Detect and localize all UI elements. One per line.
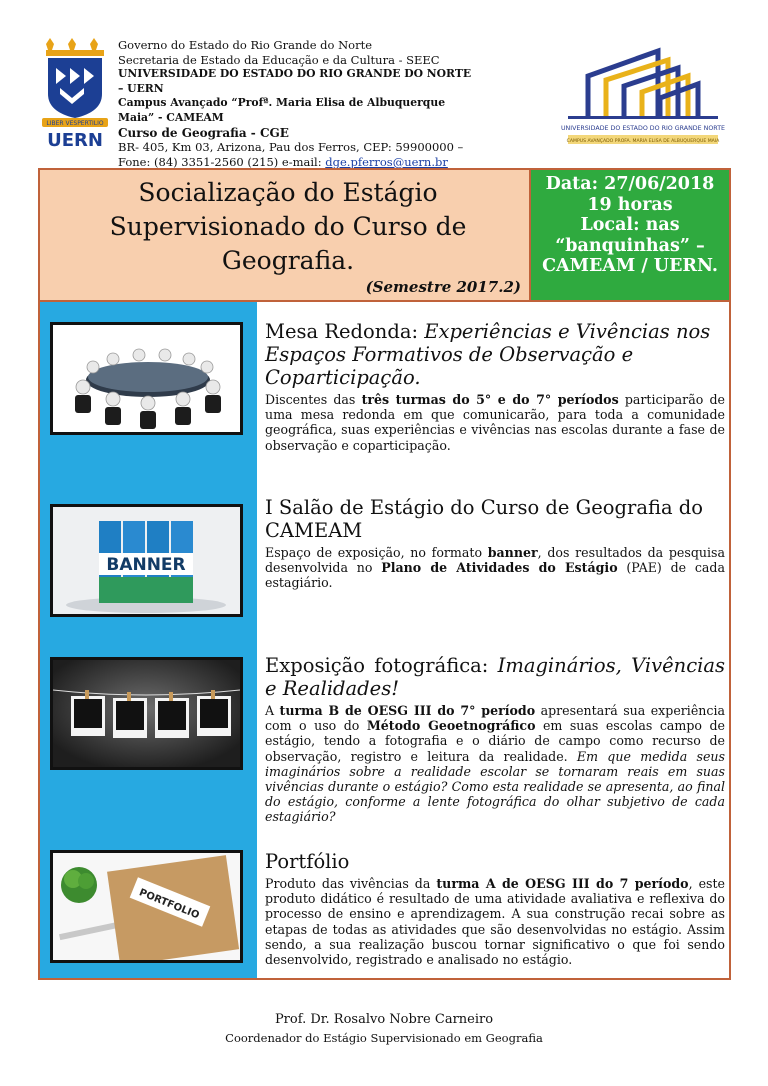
section-heading: I Salão de Estágio do Curso de Geografia do CAMEAM	[265, 496, 703, 542]
heading-text: Exposição fotográfica:	[265, 654, 498, 677]
round-table-image	[50, 322, 243, 435]
signature-name: Prof. Dr. Rosalvo Nobre Carneiro	[274, 1012, 494, 1027]
event-poster	[38, 168, 731, 980]
body-bold: banner	[487, 545, 538, 560]
body-bold: turma B de OESG III do 7° período	[279, 703, 536, 718]
section-heading	[265, 654, 725, 700]
body-text: Produto das vivências da	[265, 876, 437, 891]
institution-info	[118, 38, 478, 169]
body-text: em suas escolas campo de estágio, tendo a fotografia e o diário de campo como recurso de observação, registro e leitura da realidade.	[265, 718, 726, 764]
campus-line: Campus Avançado “Profª. Maria Elisa de Albuquerque Maia” - CAMEAM	[118, 96, 446, 124]
section-portfolio	[265, 850, 725, 967]
address-line: BR- 405, Km 03, Arizona, Pau dos Ferros, CEP: 59900000 –	[118, 140, 464, 155]
event-time: 19 horas	[587, 194, 673, 215]
body-text: participarão de uma mesa redonda em que comunicarão, para toda a comunidade geográfica, suas experiências e vivências nas escolas durante a fase de observação e coparticipação.	[265, 392, 725, 453]
body-text: Discentes das	[265, 392, 362, 407]
heading-text: Mesa Redonda:	[265, 320, 425, 343]
section-heading	[265, 320, 725, 389]
cameam-logo-text: UNIVERSIDADE DO ESTADO DO RIO GRANDE NORTE	[560, 125, 726, 132]
section-body	[265, 545, 725, 591]
body-text: , este produto didático é resultado de uma atividade avaliativa e reflexiva do processo de ensino e aprendizagem. A sua construção recai sobre as etapas de todas as atividades que são desenvolvidas no estágio. Assim sendo, a sua realização buscou tornar significativo o que foi sendo desenvolvido, registrado e analisado no estágio.	[265, 876, 726, 968]
event-location: Local: nas “banquinhas” – CAMEAM / UERN.	[542, 215, 718, 276]
section-body	[265, 876, 725, 967]
event-title: Socialização do Estágio Supervisionado do Curso de Geografia.	[109, 178, 467, 275]
body-bold: Plano de Atividades do Estágio	[381, 560, 618, 576]
letterhead	[38, 38, 738, 169]
gov-line: Governo do Estado do Rio Grande do Norte	[118, 38, 373, 52]
body-text: Espaço de exposição, no formato	[265, 545, 488, 560]
section-mesa-redonda	[265, 320, 725, 453]
section-body	[265, 392, 725, 453]
body-bold: três turmas do 5° e do 7° períodos	[361, 392, 619, 407]
uern-motto: LIBER VESPERTILIO	[46, 120, 104, 127]
body-italic: Em que medida seus imaginários sobre a realidade escolar se tornaram reais em suas vivências durante o estágio? Como esta realidade se apresenta, ao final do estágio, conforme a lente fotográfica do olhar subjetivo de cada estagiário?	[265, 748, 725, 825]
uern-logo-text: UERN	[47, 130, 103, 150]
date-box	[531, 170, 729, 302]
phone-text: Fone: (84) 3351-2560 (215) e-mail:	[118, 154, 326, 169]
heading-italic: Experiências e Vivências nos Espaços Formativos de Observação e Coparticipação.	[265, 320, 711, 389]
event-date: Data: 27/06/2018	[545, 174, 715, 194]
banner-label: BANNER	[106, 555, 186, 575]
section-heading: Portfólio	[265, 850, 350, 873]
banner-image	[50, 504, 243, 617]
body-text: (PAE) de cada estagiário.	[265, 560, 725, 591]
uern-logo	[38, 38, 112, 150]
semester-label: (Semestre 2017.2)	[365, 278, 521, 296]
program-content	[257, 302, 729, 978]
portfolio-label: PORTFOLIO	[137, 887, 201, 922]
body-text: A	[265, 703, 280, 718]
portfolio-image	[50, 850, 243, 963]
university-line: UNIVERSIDADE DO ESTADO DO RIO GRANDE DO NORTE – UERN	[118, 67, 472, 95]
signature-role: Coordenador do Estágio Supervisionado em Geografia	[225, 1031, 543, 1045]
image-column	[40, 302, 257, 978]
photo-exhibit-image	[50, 657, 243, 770]
section-exposicao-fotografica	[265, 654, 725, 825]
course-line: Curso de Geografia - CGE	[118, 125, 289, 140]
body-text: , dos resultados da pesquisa desenvolvida no	[265, 545, 725, 576]
cameam-logo	[548, 46, 738, 151]
email-link[interactable]: dge.pferros@uern.br	[325, 154, 448, 169]
title-box	[40, 170, 531, 302]
cameam-logo-sub: CAMPUS AVANÇADO PROFA. MARIA ELISA DE ALBUQUERQUE MAIA	[566, 139, 720, 144]
section-salao-estagio	[265, 496, 725, 591]
body-bold: Método Geoetnográfico	[366, 718, 536, 734]
heading-italic: Imaginários, Vivências e Realidades!	[265, 654, 726, 700]
body-text: apresentará sua experiência com o uso do	[265, 703, 725, 734]
body-bold: turma A de OESG III do 7 período	[436, 876, 689, 891]
section-body	[265, 703, 725, 825]
secretaria-line: Secretaria de Estado da Educação e da Cultura - SEEC	[118, 52, 440, 67]
